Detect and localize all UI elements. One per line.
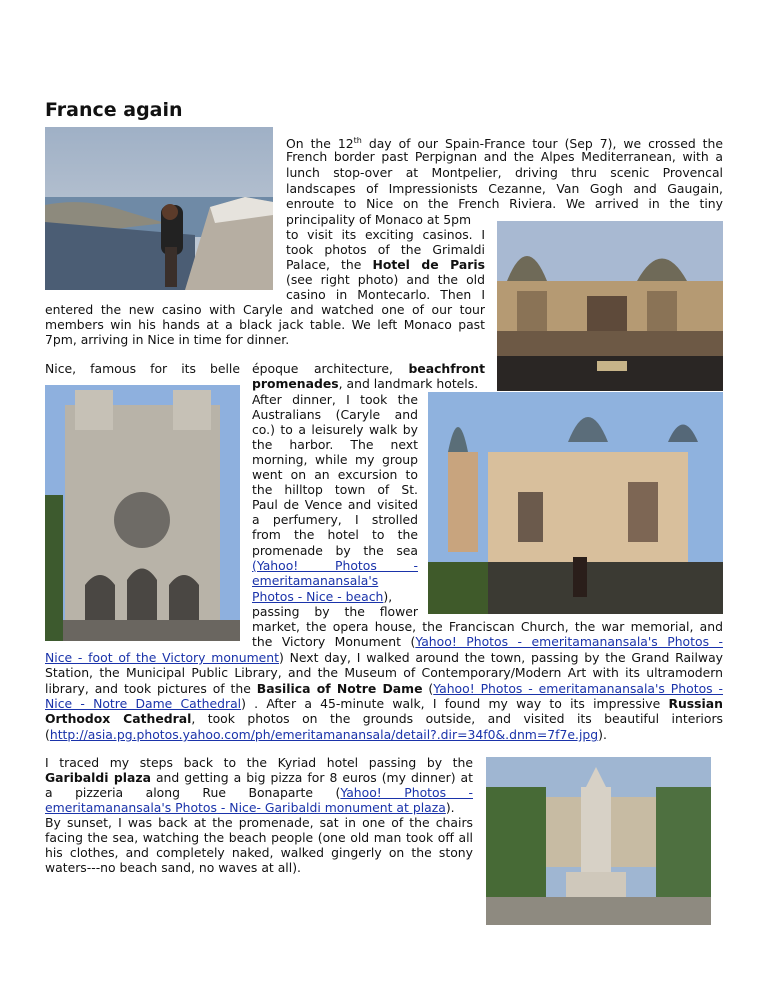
text-line: lunch stop-over at Montpelier, driving thru scenic Provencal — [286, 165, 723, 180]
text-line: (http://asia.pg.photos.yahoo.com/ph/emeritamanansala/detail?.dir=34f0&.dnm=7f7e.jpg). — [45, 727, 607, 742]
text-line: emeritamanansala's Photos - Nice- Garibaldi monument at plaza). — [45, 800, 455, 815]
text-line: After dinner, I took the — [252, 392, 418, 407]
text-line: Orthodox Cathedral, took photos on the grounds outside, and visited its beautiful interiors — [45, 711, 723, 726]
beach-photos-link[interactable]: Photos - Nice - beach — [252, 589, 384, 604]
text-line — [252, 573, 378, 589]
text-line: (see right photo) and the old — [286, 272, 485, 287]
text-line: 7pm, arriving in Nice in time for dinner. — [45, 332, 290, 347]
text-line: Garibaldi plaza and getting a big pizza for 8 euros (my dinner) at — [45, 770, 473, 785]
text-line: the harbor. The next — [252, 437, 418, 452]
text-line: On the 12th day of our Spain-France tour (Sep 7), we crossed the — [286, 136, 723, 152]
text-line: principality of Monaco at 5pm — [286, 212, 472, 227]
text-line: Australians (Caryle and — [252, 407, 418, 422]
casino-photo — [497, 221, 723, 391]
russian-cathedral-photo — [428, 392, 723, 614]
text-line: library, and took pictures of the Basilica of Notre Dame (Yahoo! Photos - emeritamanansala's Photos - — [45, 681, 723, 696]
text-line: his clothes, and completely naked, walked gingerly on the stony — [45, 845, 473, 860]
garibaldi-photo — [486, 757, 711, 925]
text-line: French border past Perpignan and the Alpes Mediterranean, with a — [286, 149, 723, 164]
text-line: casino in Montecarlo. Then I — [286, 287, 485, 302]
text-line: époque architecture, beachfront — [252, 361, 485, 376]
beach-photos-link[interactable]: emeritamanansala's — [252, 573, 379, 588]
text-line: passing by the flower — [252, 604, 418, 619]
beach-photos-link[interactable]: (Yahoo! Photos - — [252, 558, 418, 573]
text-line: Nice - Notre Dame Cathedral) . After a 45-minute walk, I found my way to its impressive Russian — [45, 696, 723, 711]
text-line: facing the sea, watching the beach people (one old man took off all — [45, 830, 473, 845]
garibaldi-link[interactable]: Yahoo! Photos - — [340, 785, 473, 800]
text-line: Paul de Vence and visited — [252, 497, 418, 512]
text-line: the hilltop town of St. — [252, 482, 418, 497]
text-line: a pizzeria along Rue Bonaparte (Yahoo! Photos - — [45, 785, 473, 800]
victory-monument-link[interactable]: Nice - foot of the Victory monument — [45, 650, 280, 665]
text-line: morning, while my group — [252, 452, 418, 467]
russian-cathedral-link[interactable]: http://asia.pg.photos.yahoo.com/ph/emeritamanansala/detail?.dir=34f0&.dnm=7f7e.jpg — [49, 727, 599, 742]
basilica-photo — [45, 385, 240, 641]
text-line: landscapes of Impressionists Cezanne, Van Gogh and Gaugain, — [286, 181, 723, 196]
notre-dame-link[interactable]: Yahoo! Photos - emeritamanansala's Photos - — [433, 681, 723, 696]
text-line: waters---no beach sand, no waves at all). — [45, 860, 301, 875]
text-line: Nice, famous for its belle — [45, 361, 240, 376]
text-line — [252, 558, 418, 574]
text-line: promenades, and landmark hotels. — [252, 376, 479, 391]
text-line: the Victory Monument (Yahoo! Photos - emeritamanansala's Photos - — [252, 634, 723, 649]
text-line: Palace, the Hotel de Paris — [286, 257, 485, 272]
page-title: France again — [45, 99, 183, 121]
text-line: a perfumery, I strolled — [252, 512, 418, 527]
text-line: from the hotel to the — [252, 527, 418, 542]
text-line: took photos of the Grimaldi — [286, 242, 485, 257]
text-line: Station, the Municipal Public Library, and the Museum of Contemporary/Modern Art with its ultramodern — [45, 665, 723, 680]
notre-dame-link[interactable]: Nice - Notre Dame Cathedral — [45, 696, 242, 711]
text-line: Nice - foot of the Victory monument) Next day, I walked around the town, passing by the Grand Railway — [45, 650, 723, 665]
text-line: co.) to a leisurely walk by — [252, 422, 418, 437]
text-line: By sunset, I was back at the promenade, sat in one of the chairs — [45, 815, 473, 830]
text-line: market, the opera house, the Franciscan Church, the war memorial, and — [252, 619, 723, 634]
text-line: Photos - Nice - beach), — [252, 589, 393, 604]
text-line: enroute to Nice on the French Riviera. We arrived in the tiny — [286, 196, 723, 211]
text-line: to visit its exciting casinos. I — [286, 227, 485, 242]
garibaldi-link[interactable]: emeritamanansala's Photos - Nice- Garibaldi monument at plaza — [45, 800, 446, 815]
text-line: entered the new casino with Caryle and watched one of our tour — [45, 302, 485, 317]
text-line: went on an excursion to — [252, 467, 418, 482]
text-line: members win his hands at a black jack table. We left Monaco past — [45, 317, 485, 332]
text-line: I traced my steps back to the Kyriad hotel passing by the — [45, 755, 473, 770]
victory-monument-link[interactable]: Yahoo! Photos - emeritamanansala's Photos - — [415, 634, 723, 649]
promenade-photo — [45, 127, 273, 290]
text-line: promenade by the sea — [252, 543, 418, 558]
